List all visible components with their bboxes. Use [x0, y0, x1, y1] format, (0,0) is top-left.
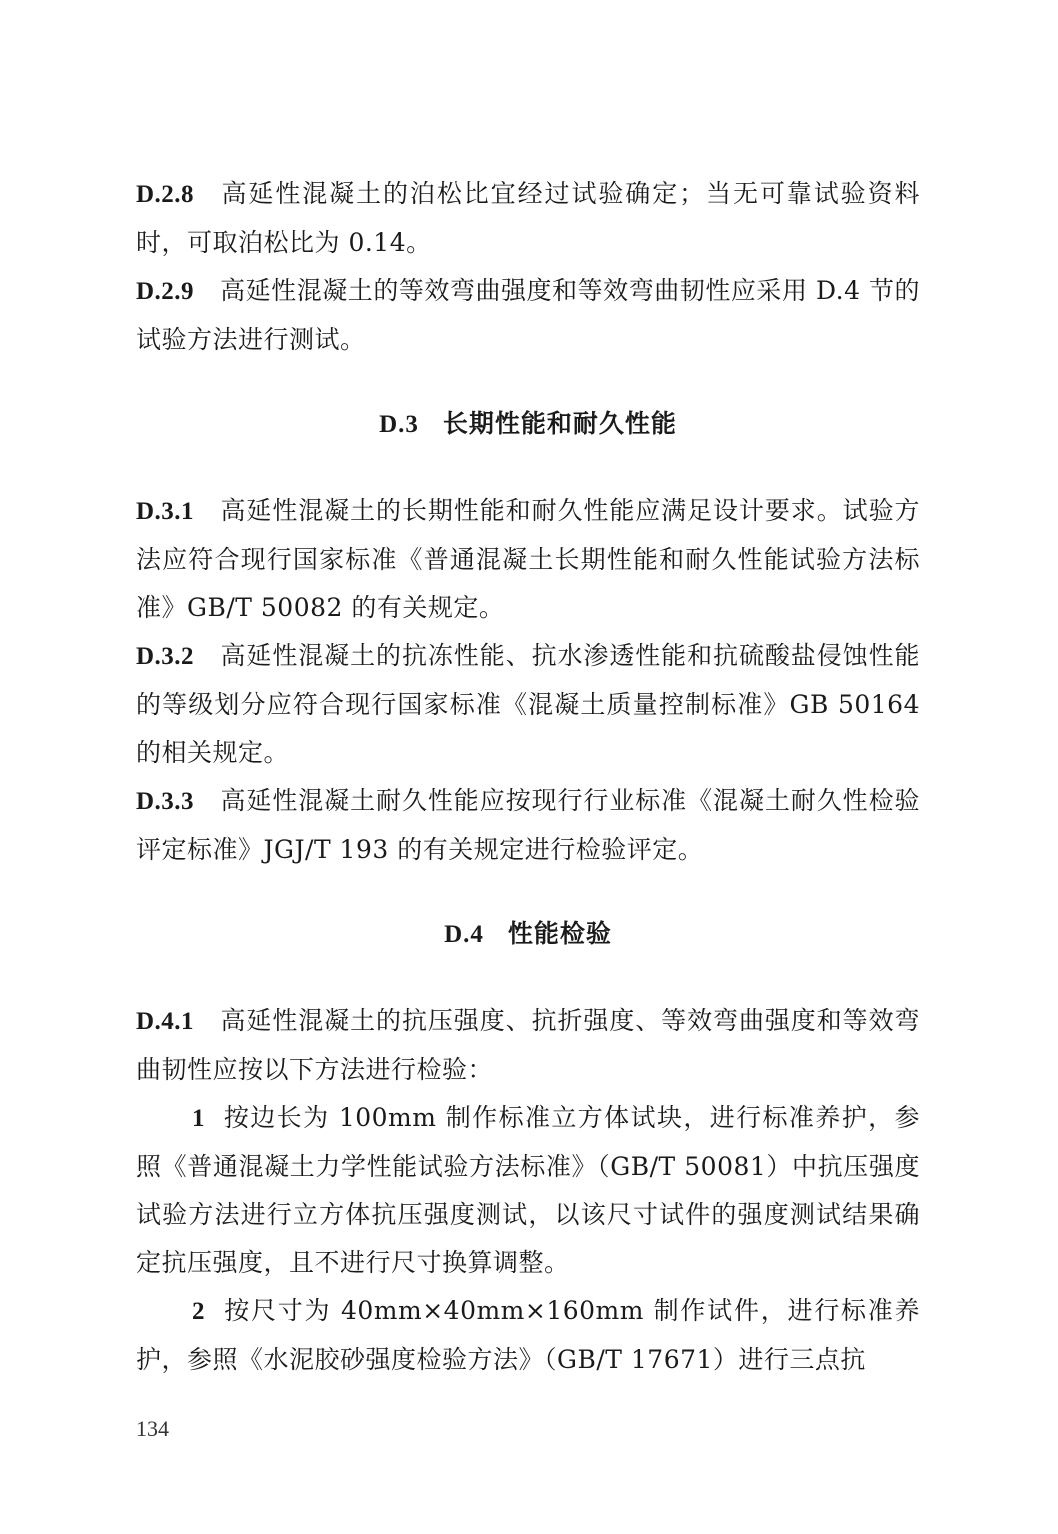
clause-d-2-8 [136, 170, 920, 267]
clause-number: D.4.1 [136, 1008, 195, 1035]
clause-text: 高延性混凝土的长期性能和耐久性能应满足设计要求。试验方法应符合现行国家标准《普通混凝土长期性能和耐久性能试验方法标准》GB/T 50082 的有关规定。 [136, 496, 920, 622]
list-item [136, 1094, 920, 1287]
clause-d-2-9 [136, 267, 920, 364]
clause-number: D.3.2 [136, 643, 195, 670]
clause-d-3-3 [136, 777, 920, 874]
clause-text: 高延性混凝土的等效弯曲强度和等效弯曲韧性应采用 D.4 节的试验方法进行测试。 [136, 276, 920, 354]
section-title: 长期性能和耐久性能 [442, 409, 677, 438]
clause-d-4-1 [136, 997, 920, 1094]
item-text: 按尺寸为 40mm×40mm×160mm 制作试件，进行标准养护，参照《水泥胶砂强度检验方法》（GB/T 17671）进行三点抗 [136, 1296, 920, 1374]
page-number: 134 [136, 1416, 169, 1441]
item-number: 1 [192, 1105, 205, 1132]
clause-number: D.3.1 [136, 498, 195, 525]
section-heading-d4 [136, 910, 920, 959]
clause-number: D.2.9 [136, 278, 195, 305]
clause-text: 高延性混凝土的抗冻性能、抗水渗透性能和抗硫酸盐侵蚀性能的等级划分应符合现行国家标准《混凝土质量控制标准》GB 50164 的相关规定。 [136, 641, 920, 767]
section-title: 性能检验 [507, 919, 612, 948]
section-number: D.4 [444, 921, 484, 948]
clause-d-3-2 [136, 632, 920, 777]
clause-text: 高延性混凝土的抗压强度、抗折强度、等效弯曲强度和等效弯曲韧性应按以下方法进行检验： [136, 1006, 920, 1084]
clause-number: D.2.8 [136, 181, 195, 208]
clause-d-3-1 [136, 487, 920, 632]
clause-text: 高延性混凝土的泊松比宜经过试验确定；当无可靠试验资料时，可取泊松比为 0.14。 [136, 179, 920, 257]
item-text: 按边长为 100mm 制作标准立方体试块，进行标准养护，参照《普通混凝土力学性能试验方法标准》（GB/T 50081）中抗压强度试验方法进行立方体抗压强度测试，以该尺寸试件的强度测试结果确定抗压强度，且不进行尺寸换算调整。 [136, 1103, 920, 1277]
clause-text: 高延性混凝土耐久性能应按现行行业标准《混凝土耐久性检验评定标准》JGJ/T 193 的有关规定进行检验评定。 [136, 786, 920, 864]
section-number: D.3 [379, 411, 419, 438]
item-number: 2 [192, 1298, 205, 1325]
list-item [136, 1287, 920, 1384]
clause-number: D.3.3 [136, 788, 195, 815]
document-page [136, 170, 920, 1384]
section-heading-d3 [136, 400, 920, 449]
